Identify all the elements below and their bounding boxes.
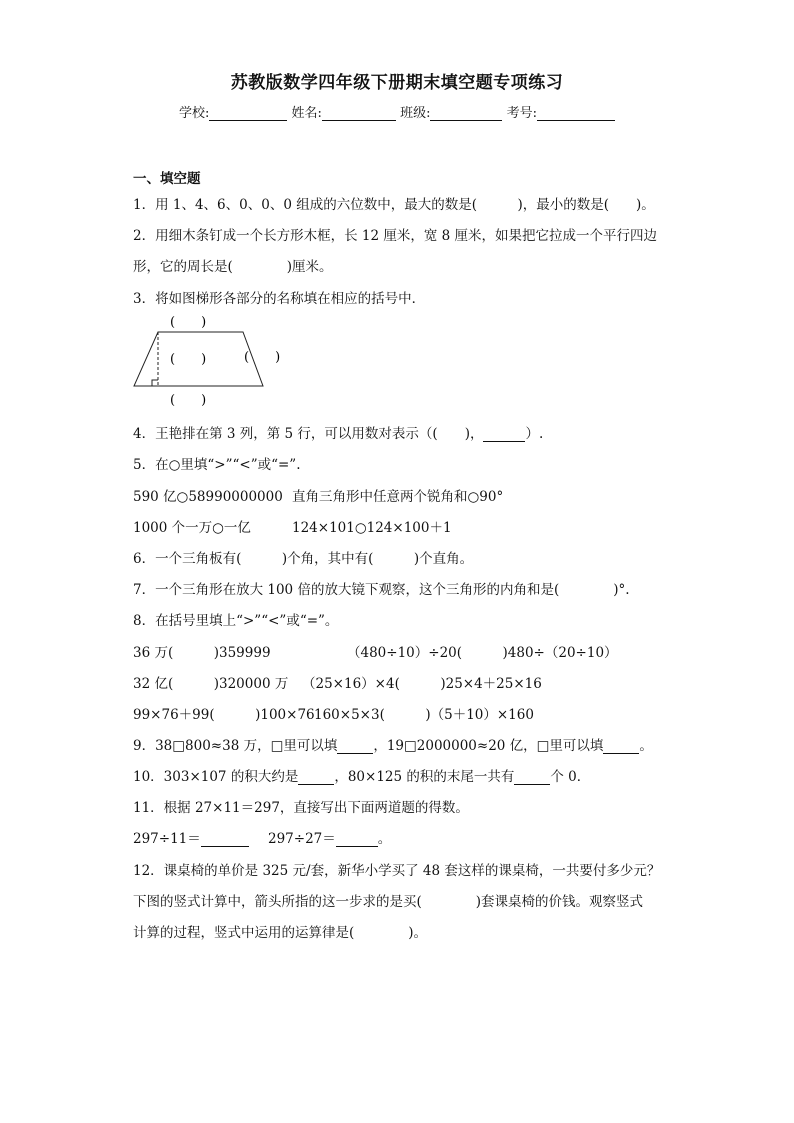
question-5-a: 590 亿○58990000000 xyxy=(133,489,283,505)
name-blank[interactable] xyxy=(322,106,396,121)
question-2-line-2: 形，它的周长是( )厘米。 xyxy=(133,259,333,275)
question-11-b xyxy=(268,827,391,847)
school-label: 学校: xyxy=(179,106,210,121)
question-4-text: 4．王艳排在第 3 列，第 5 行，可以用数对表示（( )， xyxy=(133,426,484,442)
question-11-b-end: 。 xyxy=(377,831,392,847)
question-12-line-1: 12．课桌椅的单价是 325 元/套，新华小学买了 48 套这样的课桌椅，一共要付多少元？ xyxy=(133,863,661,879)
question-8-b: （480÷10）÷20( )480÷（20÷10） xyxy=(347,645,618,661)
answer-blank[interactable] xyxy=(483,428,525,442)
right-angle-mark xyxy=(152,380,158,386)
question-8-e: 99×76＋99( )100×76 xyxy=(133,707,315,723)
question-10-text-b: ，80×125 的积的末尾一共有 xyxy=(334,769,515,785)
question-11: 11．根据 27×11＝297，直接写出下面两道题的得数。 xyxy=(133,800,469,816)
answer-blank[interactable] xyxy=(336,833,378,847)
question-8-f: 160×5×3( )（5＋10）×160 xyxy=(314,707,534,723)
question-11-a xyxy=(133,827,249,847)
question-10-text-a: 10．303×107 的积大约是 xyxy=(133,769,299,785)
exam-no-label: 考号: xyxy=(506,106,537,121)
middle-area-blank: ( ) xyxy=(170,352,207,367)
question-12-line-2: 下图的竖式计算中，箭头所指的这一步求的是买( )套课桌椅的价钱。观察竖式 xyxy=(133,894,644,910)
top-base-blank: ( ) xyxy=(170,315,207,330)
class-blank[interactable] xyxy=(430,106,502,121)
trapezoid-figure xyxy=(126,310,326,414)
question-6: 6．一个三角板有( )个角，其中有( )个直角。 xyxy=(133,551,474,567)
question-2-line-1: 2．用细木条钉成一个长方形木框，长 12 厘米，宽 8 厘米，如果把它拉成一个平行四边 xyxy=(133,228,658,244)
answer-blank[interactable] xyxy=(298,771,334,785)
question-10-text-c: 个 0． xyxy=(550,769,591,785)
question-7: 7．一个三角形在放大 100 倍的放大镜下观察，这个三角形的内角和是( )°. xyxy=(133,582,630,598)
question-4 xyxy=(133,422,543,442)
school-blank[interactable] xyxy=(209,106,287,121)
question-11-a-text: 297÷11＝ xyxy=(133,831,201,847)
class-label: 班级: xyxy=(400,106,431,121)
question-9-text-c: 。 xyxy=(639,738,653,754)
question-11-b-text: 297÷27＝ xyxy=(268,831,336,847)
question-10 xyxy=(133,765,590,785)
question-4-end: ）. xyxy=(525,426,544,442)
section-heading: 一、填空题 xyxy=(133,171,201,187)
name-label: 姓名: xyxy=(291,106,322,121)
answer-blank[interactable] xyxy=(201,833,249,847)
question-1: 1．用 1、4、6、0、0、0 组成的六位数中，最大的数是( )，最小的数是( )。 xyxy=(133,197,655,213)
exam-no-blank[interactable] xyxy=(537,106,615,121)
student-info-row xyxy=(0,102,794,121)
question-12-line-3: 计算的过程，竖式中运用的运算律是( )。 xyxy=(133,925,428,941)
answer-blank[interactable] xyxy=(603,740,639,754)
question-5: 5．在○里填“>”“<”或“=”. xyxy=(133,457,301,473)
question-5-c: 1000 个一万○一亿 xyxy=(133,520,251,536)
question-9-text-b: ，19□2000000≈20 亿，□里可以填 xyxy=(373,738,604,754)
question-8-c: 32 亿( )320000 万 xyxy=(133,676,289,692)
question-9 xyxy=(133,734,653,754)
question-8-a: 36 万( )359999 xyxy=(133,645,271,661)
answer-blank[interactable] xyxy=(337,740,373,754)
question-8: 8．在括号里填上“>”“<”或“=”。 xyxy=(133,613,339,629)
question-8-d: （25×16）×4( )25×4＋25×16 xyxy=(302,676,542,692)
question-3: 3．将如图梯形各部分的名称填在相应的括号中． xyxy=(133,291,426,307)
question-5-b: 直角三角形中任意两个锐角和○90° xyxy=(292,489,504,505)
bottom-base-blank: ( ) xyxy=(170,393,207,408)
question-9-text-a: 9．38□800≈38 万，□里可以填 xyxy=(133,738,338,754)
answer-blank[interactable] xyxy=(514,771,550,785)
right-leg-blank: ( ) xyxy=(244,350,281,365)
page-title: 苏教版数学四年级下册期末填空题专项练习 xyxy=(230,73,564,93)
question-5-d: 124×101○124×100＋1 xyxy=(292,520,452,536)
